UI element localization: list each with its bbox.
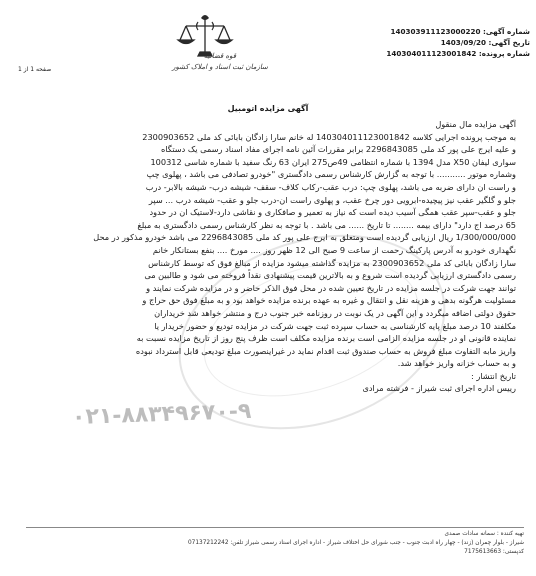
body-line: واریز مابه التفاوت مبلغ فروش به حساب صندوق ثبت اقدام نماید در غیراینصورت مبلغ تودیعی قابل استرداد نبوده bbox=[135, 345, 516, 356]
footer-divider bbox=[26, 527, 524, 528]
footer bbox=[26, 530, 524, 557]
body-line: توانند جهت شرکت در جلسه مزایده در تاریخ تعیین شده در محل فوق الذکر حاضر و در مزایده شرکت نمایند و bbox=[146, 282, 516, 293]
notice-body bbox=[16, 118, 516, 395]
footer-address: شیراز - بلوار چمران (زند) - چهار راه ادبت جنوب - جنب شورای حل اختلاف شیراز - اداره اجرای اسناد رسمی شیراز تلفن: 07137212242 bbox=[187, 540, 524, 546]
body-line: مسئولیت هرگونه بدهی و هزینه نقل و انتقال و غیره به عهده برنده مزایده خواهد بود و به مبلغ فوق حق حراج و bbox=[142, 295, 516, 306]
body-line: رییس اداره اجرای ثبت شیراز - فرشته مرادی bbox=[362, 383, 516, 394]
body-line: و علیه ایرج علی پور کد ملی 2296843085 برابر مقررات آئین نامه اجرای مفاد اسناد رسمی یک دستگاه bbox=[161, 144, 516, 155]
body-line: آگهی مزایده مال منقول bbox=[435, 119, 516, 129]
body-line: مکلفند 10 درصد مبلغ پایه کارشناسی به حساب سپرده ثبت جهت شرکت در مزایده تودیع و حضور خریدار یا bbox=[154, 320, 516, 331]
body-line: تاریخ انتشار : bbox=[470, 370, 516, 381]
page-number: صفحه 1 از 1 bbox=[18, 66, 52, 73]
footer-preparer: تهیه کننده : سمانه سادات صمدی bbox=[444, 531, 524, 537]
body-line: نگهداری خودرو به آدرس پارکینگ رحمت از ساعت 9 صبح الی 12 ظهر روز .... مورخ .... بنفع بستانکار خانم bbox=[152, 244, 516, 255]
footer-postal-code: کدپستی: 7175613663 bbox=[464, 549, 524, 555]
case-number: شماره پرونده: 140304011123001842 bbox=[386, 49, 530, 58]
ad-date: تاریخ آگهی: 1403/09/20 bbox=[440, 38, 530, 47]
organization-name bbox=[150, 52, 290, 71]
body-line: نماینده قانونی او در جلسه مزایده الزامی است برنده مزایده مکلف است ظرف پنج روز از تاریخ مزایده نسبت به bbox=[136, 333, 516, 344]
body-line: و به حساب خزانه واریز خواهد شد. bbox=[397, 358, 516, 369]
body-line: 65 درصد اج دارد" دارای بیمه ........ تا تاریخ ...... می باشد . با توجه به نظر کارشناس رسمی دادگستری به مبلغ bbox=[137, 219, 516, 230]
body-line: رسمی دادگستری ارزیابی گردیده است شروع و به بالاترین قیمت پیشنهادی نقداً فروخته می شود و طالبین می bbox=[144, 270, 516, 281]
body-line: به موجب پرونده اجرایی کلاسه 140304011123001842 له خانم سارا زادگان بابائی کد ملی 2300903652 bbox=[142, 131, 516, 142]
body-line: جلو و گلگیر عقب نیز پیچیده-ابرویی دور چرخ عقب، و پهلوی راست ان-درب جلو و عقب- شیشه درب ... سپر bbox=[148, 194, 516, 205]
ad-number: شماره آگهی: 140303911123000220 bbox=[390, 27, 530, 36]
body-line: جلو و عقب-سپر عقب همگی آسیب دیده است که نیاز به تعمیر و صافکاری و نقاشی دارد-لاستیک ان در حدود bbox=[149, 207, 516, 218]
org-line-1: قوه قضائیه bbox=[203, 52, 237, 60]
body-line: سواری لیفان X50 مدل 1394 با شماره انتظامی 49ص275 ایران 63 رنگ سفید با شماره شاسی 100312 bbox=[150, 156, 516, 167]
body-line: حقوق دولتی اضافه میگردد و این آگهی در یک نوبت در روزنامه خبر جنوب درج و منتشر خواهد شد خریداران bbox=[154, 307, 516, 318]
body-line: 1/300/000/000 ریال ارزیابی گردیده است ومتعلق به ایرج علی پور کد ملی 2296843085 می باشد خودرو مذکور در محل bbox=[93, 232, 516, 243]
body-line: و راست ان دارای ضربه می باشد، پهلوی چپ: درب عقب-رکاب کلاف- سقف- شیشه درب- شیشه بالابر- درب bbox=[145, 181, 516, 192]
watermark-phone: ۰۲۱-۸۸۳۴۹۶۷۰-۹ bbox=[71, 398, 252, 431]
body-line: سارا زادگان بابائی کد ملی 2300903652 به مزایده گذاشته میشود مزایده از مبالغ فوق که توسط کارشناس bbox=[148, 257, 516, 268]
document-title: آگهی مزایده اتومبیل bbox=[227, 104, 309, 113]
org-line-2: سازمان ثبت اسناد و املاک کشور bbox=[172, 63, 268, 71]
body-line: وشماره موتور ........... با توجه به گزارش کارشناس رسمی دادگستری "خودرو تصادفی می باشد ، پهلوی چپ bbox=[146, 169, 516, 180]
judiciary-emblem-icon bbox=[170, 12, 240, 84]
